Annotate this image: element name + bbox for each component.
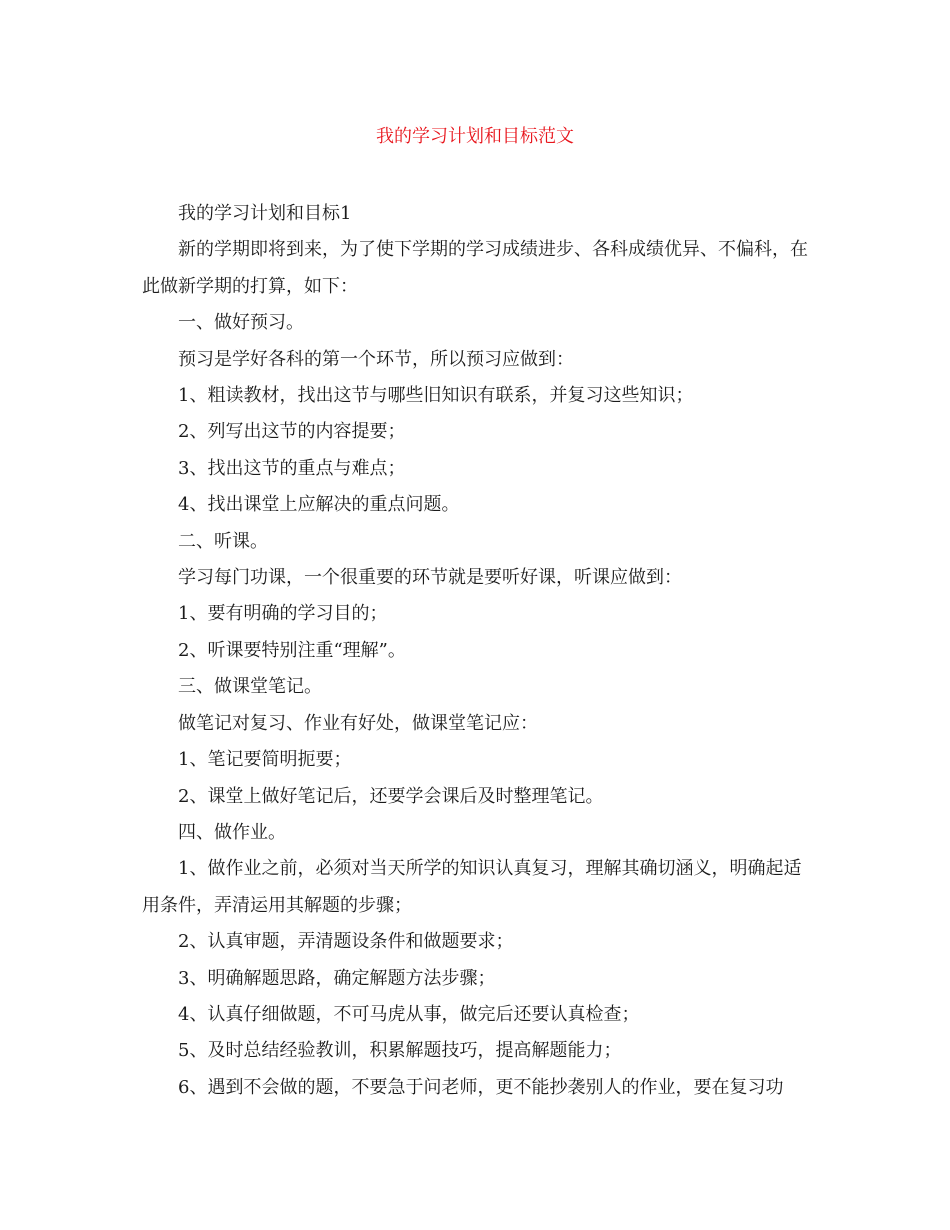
list-item: 3、明确解题思路，确定解题方法步骤； (178, 967, 496, 989)
document-body (142, 196, 810, 1106)
list-item: 1、粗读教材，找出这节与哪些旧知识有联系，并复习这些知识； (178, 385, 694, 407)
paragraph: 预习是学好各科的第一个环节，所以预习应做到： (178, 348, 574, 370)
list-item: 2、认真审题，弄清题设条件和做题要求； (178, 931, 514, 953)
list-item: 2、课堂上做好笔记后，还要学会课后及时整理笔记。 (178, 785, 604, 807)
document-title: 我的学习计划和目标范文 (376, 126, 574, 147)
list-item: 1、要有明确的学习目的； (178, 603, 388, 625)
paragraph: 做笔记对复习、作业有好处，做课堂笔记应： (178, 712, 538, 734)
paragraph: 学习每门功课，一个很重要的环节就是要听好课，听课应做到： (178, 567, 682, 589)
section-heading: 四、做作业。 (178, 821, 286, 843)
paragraph: 新的学期即将到来，为了使下学期的学习成绩进步、各科成绩优异、不偏科，在此做新学期的打算，如下： (142, 239, 808, 297)
list-item: 3、找出这节的重点与难点； (178, 457, 406, 479)
list-item: 2、听课要特别注重“理解”。 (178, 639, 406, 661)
list-item: 1、笔记要简明扼要； (178, 749, 352, 771)
list-item: 6、遇到不会做的题，不要急于问老师，更不能抄袭别人的作业，要在复习功 (178, 1076, 784, 1098)
list-item: 4、找出课堂上应解决的重点问题。 (178, 494, 460, 516)
section-heading: 二、听课。 (178, 530, 268, 552)
section-heading: 三、做课堂笔记。 (178, 676, 322, 698)
list-item: 1、做作业之前，必须对当天所学的知识认真复习，理解其确切涵义，明确起适用条件，弄清运用其解题的步骤； (142, 858, 802, 916)
section-heading: 一、做好预习。 (178, 312, 304, 334)
paragraph: 我的学习计划和目标1 (178, 203, 352, 224)
list-item: 2、列写出这节的内容提要； (178, 421, 406, 443)
list-item: 4、认真仔细做题，不可马虎从事，做完后还要认真检查； (178, 1003, 640, 1025)
list-item: 5、及时总结经验教训，积累解题技巧，提高解题能力； (178, 1040, 622, 1062)
